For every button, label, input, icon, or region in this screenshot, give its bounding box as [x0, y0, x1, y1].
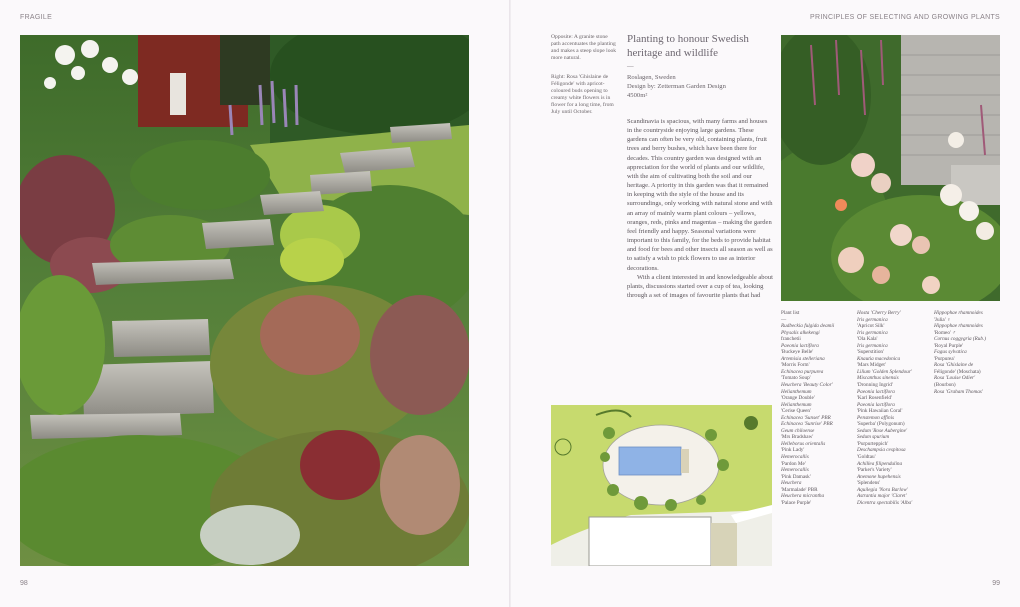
plant-list-item: 'Apricot Silk': [857, 323, 885, 330]
plant-list-item: Paeonia lactiflora: [781, 342, 819, 349]
rose-photo: [781, 35, 1000, 301]
plant-list-item: Knautia macedonica: [857, 355, 901, 362]
plant-list-item: Hemerocallis: [781, 454, 809, 461]
plant-list-item: Anemone hupehensis: [857, 473, 901, 480]
plant-list-item: 'Pink Hawaiian Coral': [857, 408, 903, 415]
plant-list-item: Hemerocallis: [781, 467, 809, 474]
plant-list-item: 'Pink Lady': [781, 447, 805, 454]
caption-opposite-text: Opposite: A granite stone path accentuates the planting and makes a steep slope look more natural.: [551, 34, 617, 61]
plant-list-item: Echinacea purpurea: [781, 368, 824, 375]
article-title: [627, 33, 777, 60]
plant-list-item: 'Ola Kala': [857, 336, 878, 343]
plant-list-item: Heuchera: [781, 480, 802, 487]
running-head-right: PRINCIPLES OF SELECTING AND GROWING PLANTS: [810, 14, 1000, 21]
plant-list-item: Féligonde' (Moschata): [934, 368, 981, 375]
plant-list-item: Artemisia stelleriana: [781, 355, 825, 362]
plant-list-item: 'Goldtau': [857, 454, 876, 461]
site-plan-drawing: [551, 405, 772, 566]
plant-list-heading: Plant list: [781, 310, 800, 316]
plant-list-column-3: [934, 310, 1000, 395]
plant-list-item: 'Purpurteppich': [857, 440, 889, 447]
plant-list-item: Dicentra spectabilis 'Alba': [857, 499, 913, 506]
plant-list-item: 'Orange Double': [781, 395, 815, 402]
plant-list-item: Penstemon affinis: [857, 414, 895, 421]
plant-list-item: 'Dronning Ingrid': [857, 382, 893, 389]
plant-list-item: 'Royal Purple': [934, 342, 964, 349]
plant-list-item: Helianthemum: [781, 401, 812, 408]
plant-list-item: Astrantia major 'Claret': [857, 493, 907, 500]
body-paragraph: Scandinavia is spacious, with many farms and houses in the countryside enjoying large gardens. These gardens can often be very old, containing plants, fruit trees and berry bushes, which have been there for decades. This country garden was designed with an appreciation for the world of plants and our wildlife, with the aim of cultivating both the soil and our heritage. A priority in this garden was that it remained in keeping with the style of the house and its surroundings, only working with natural stone and with an array of mainly warm plant colours – yellows, oranges, reds, pinks and magentas – making the garden feel friendly and happy. Seasonal variations were important to this family, for the beds to provide habitat and food for bees and other insects all season as well as to satisfy a wish to pick flowers to use as interior decorations.: [627, 118, 773, 272]
article-body: [627, 117, 773, 300]
article-title-line1: Planting to honour Swedish: [627, 33, 749, 45]
caption-right: [551, 74, 617, 116]
plant-list-item: 'Superstition': [857, 349, 884, 356]
plant-list-item: Achillea filipendulina: [857, 460, 903, 467]
plant-list-item: Heuchera micrantha: [781, 493, 825, 500]
page-number-left: 98: [20, 580, 28, 587]
stone-path-garden-photo: [20, 35, 469, 566]
plant-list-item: Aquilegia 'Nora Barlow': [857, 486, 908, 493]
plant-list-item: 'Pink Damask': [781, 473, 811, 480]
project-designer: Design by: Zetterman Garden Design: [627, 83, 726, 90]
plant-list-item: Miscanthus sinensis: [857, 375, 899, 382]
plant-list-item: 'Superba' (Polygonum): [857, 421, 905, 428]
plant-list-item: Heuchera 'Beauty Color': [781, 382, 833, 389]
plant-list-item: Helleborus orientalis: [781, 440, 826, 447]
plant-list-item: Deschampsia cespitosa: [857, 447, 906, 454]
plant-list-item: 'Purpurea': [934, 355, 955, 362]
project-area: 4500m²: [627, 92, 648, 99]
plant-list-item: Fagus sylvatica: [934, 349, 967, 356]
plant-list-item: Iris germanica: [857, 316, 888, 323]
caption-opposite: [551, 34, 617, 62]
plant-list-item: Paeonia lactiflora: [857, 401, 895, 408]
title-dash: —: [627, 63, 634, 70]
plant-list-item: Rosa 'Graham Thomas': [934, 388, 983, 395]
plant-list-item: 'Buckeye Belle': [781, 349, 814, 356]
caption-right-text: Right: Rosa 'Ghislaine de Féligonde' with apricot-coloured buds opening to creamy white flowers is in flower for a long time, from July until October.: [551, 74, 614, 115]
plant-list-column-1: [781, 310, 853, 506]
plant-list-item: 'Palace Purple': [781, 499, 812, 506]
plant-list-item: 'Romeo' ♂: [934, 329, 957, 336]
plant-list-item: Echinacea 'Sunset' PBR: [781, 414, 831, 421]
plant-list-item: Iris germanica: [857, 329, 888, 336]
plant-list-item: 'Parker's Variety': [857, 467, 892, 474]
article-title-line2: heritage and wildlife: [627, 46, 719, 59]
plant-list-item: 'Cerise Queen': [781, 408, 811, 415]
plant-list-dash: —: [781, 316, 787, 323]
plant-list-item: Rosa 'Louise Odier': [934, 375, 976, 382]
plant-list-item: Hippophae rhamnoides: [934, 323, 983, 330]
plant-list-item: Lilium 'Golden Splendour': [857, 368, 912, 375]
running-head-left: FRAGILE: [20, 14, 53, 21]
plant-list-item: Physalis alkekengi: [781, 329, 820, 336]
plant-list-item: 'Pardon Me': [781, 460, 806, 467]
plant-list-item: Rudbeckia fulgida deamii: [781, 323, 835, 330]
plant-list-item: Hosta 'Cherry Berry': [857, 310, 901, 316]
plant-list-item: (Bourbon): [934, 382, 956, 389]
plant-list-item: franchetii: [781, 336, 801, 343]
plant-list-item: 'Tomato Soup': [781, 375, 811, 382]
plant-list-item: 'Marmalade' PBR: [781, 486, 818, 493]
plant-list-item: 'Morris Form': [781, 362, 810, 369]
project-meta: [627, 73, 777, 100]
plant-list-item: Rosa 'Ghislaine de: [934, 362, 974, 369]
plant-list-item: Sedum 'Rose Aubergine': [857, 427, 908, 434]
plant-list-item: 'Karl Rosenfield': [857, 395, 892, 402]
plant-list-item: Sedum spurium: [857, 434, 890, 441]
plant-list-item: Iris germanica: [857, 342, 888, 349]
plant-list-item: 'Splendens': [857, 480, 881, 487]
plant-list-column-2: [857, 310, 931, 506]
body-paragraph: With a client interested in and knowledgeable about plants, discussions started over a cup of tea, looking through a set of images of favourite plants that had: [627, 273, 773, 299]
plant-list-item: 'Mrs Bradshaw': [781, 434, 814, 441]
plant-list-item: Geum chiloense: [781, 427, 815, 434]
plant-list-item: Paeonia lactiflora: [857, 388, 895, 395]
plant-list-item: 'Mars Midget': [857, 362, 886, 369]
plant-list-item: Hippophae rhamnoides: [934, 310, 983, 316]
page-number-right: 99: [992, 580, 1000, 587]
plant-list-item: 'Julia' ♀: [934, 316, 951, 323]
plant-list-item: Cornus coggygria (Rub.): [934, 336, 987, 343]
project-location: Roslagen, Sweden: [627, 74, 676, 81]
spine-gutter: [509, 0, 511, 607]
plant-list-item: Echinacea 'Sunrise' PBR: [781, 421, 833, 428]
plant-list-item: Helianthemum: [781, 388, 812, 395]
